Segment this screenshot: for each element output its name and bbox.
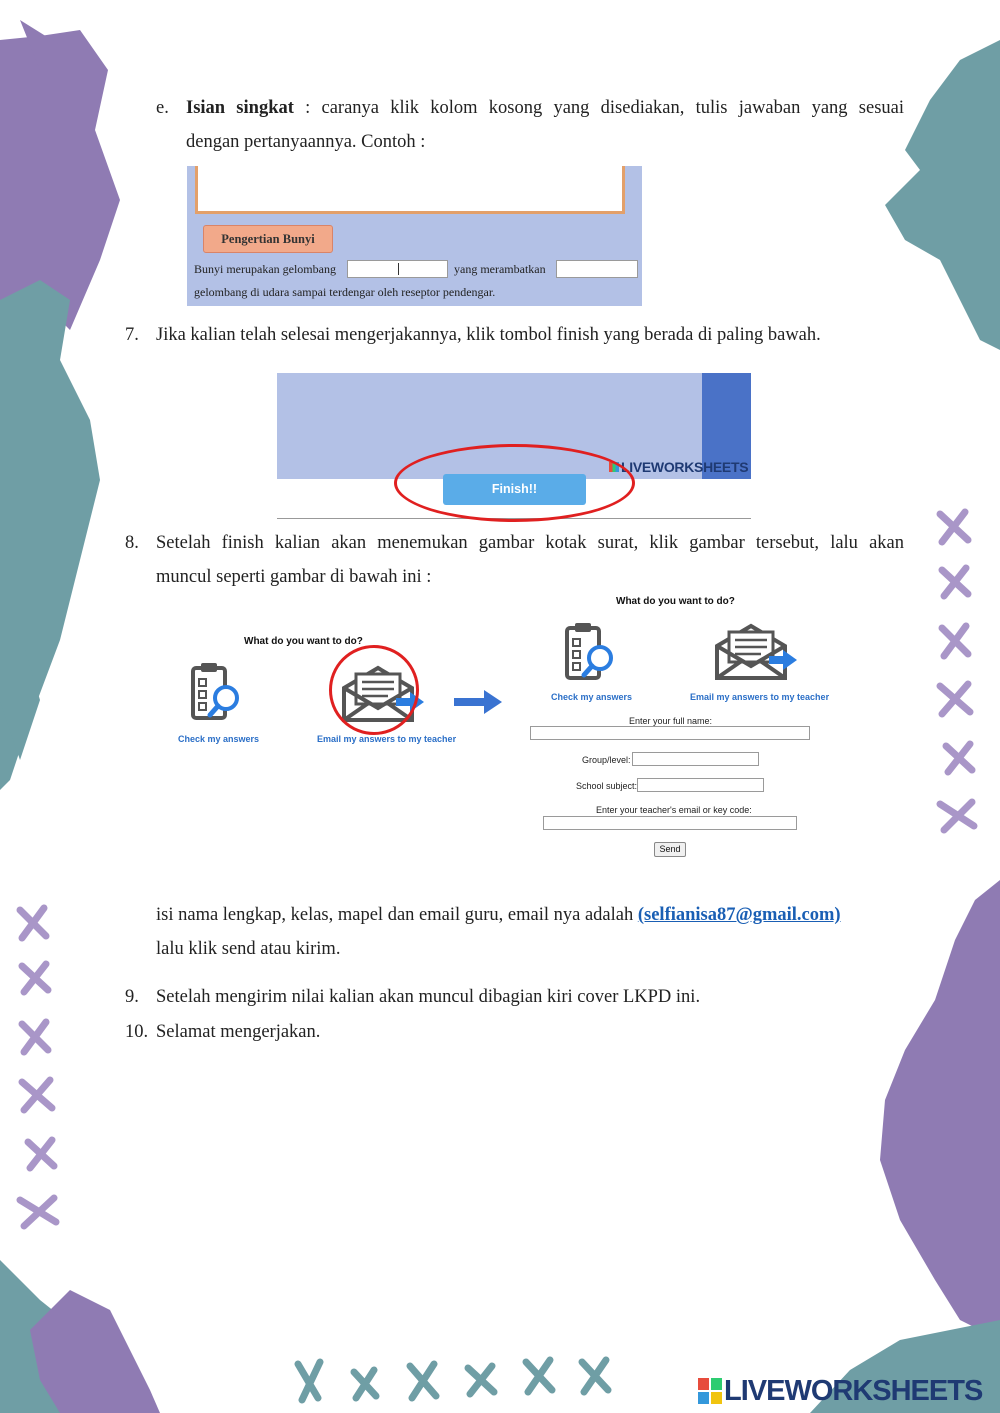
blank-field-1[interactable] [347,260,448,278]
cross-column-right [940,512,974,830]
blank-field-2[interactable] [556,260,638,278]
item-e-bold: Isian singkat [186,98,294,118]
right-check-answers-link[interactable]: Check my answers [551,692,633,702]
arrow-right-icon [454,690,502,714]
sentence-part-b: yang merambatkan [454,262,546,276]
item-7-marker: 7. [125,325,139,345]
purple-brush-bottom-right [880,880,1000,1340]
item-8-line1: Setelah finish kalian akan menemukan gambar kotak surat, klik gambar tersebut, lalu akan [156,533,904,553]
item-7-text: Jika kalian telah selesai mengerjakannya, klik tombol finish yang berada di paling bawah. [156,325,821,345]
left-check-answers-link[interactable]: Check my answers [178,734,260,744]
footer-logo-text: LIVEWORKSHEETS [724,1374,983,1407]
teacher-email-input[interactable] [543,816,797,830]
item-e-line2: dengan pertanyaannya. Contoh : [186,132,426,152]
send-button[interactable]: Send [654,842,686,857]
answer-textbox-frame [195,166,625,214]
logo-text: LIVEWORKSHEETS [621,459,749,475]
right-dialog-title: What do you want to do? [616,596,735,607]
cross-row-bottom [298,1360,608,1400]
red-highlight-circle [394,444,635,522]
left-clipboard-search-icon[interactable] [190,662,242,724]
item-9-marker: 9. [125,987,139,1007]
liveworksheets-logo-icon [698,1378,722,1404]
instruction-text: isi nama lengkap, kelas, mapel dan email guru, email nya adalah [156,905,634,925]
item-8-line2: muncul seperti gambar di bawah ini : [156,567,432,587]
finish-screenshot [277,373,751,521]
item-8-marker: 8. [125,533,139,553]
right-email-teacher-link[interactable]: Email my answers to my teacher [690,692,830,702]
right-envelope-icon[interactable] [713,622,799,682]
left-dialog-title: What do you want to do? [244,636,363,647]
cross-column-left [20,908,56,1226]
full-name-label: Enter your full name: [629,716,713,726]
teacher-email-link[interactable]: (selfianisa87@gmail.com) [637,905,841,925]
school-subject-input[interactable] [637,778,764,792]
full-name-input[interactable] [530,726,810,740]
short-answer-screenshot [187,166,642,306]
liveworksheets-footer-logo [698,1374,982,1408]
school-subject-label: School subject: [576,781,638,791]
item-e-marker: e. [156,98,169,118]
item-8-continued-line2: lalu klik send atau kirim. [156,939,341,959]
item-e-line1-rest: : caranya klik kolom kosong yang disediakan, tulis jawaban yang sesuai [293,98,904,118]
left-email-teacher-link[interactable]: Email my answers to my teacher [317,734,457,744]
sentence-part-c: gelombang di udara sampai terdengar oleh reseptor pendengar. [194,285,496,299]
item-e-line1 [186,91,904,125]
item-8-continued-line1 [156,898,904,932]
item-10-text: Selamat mengerjakan. [156,1022,321,1042]
item-10-marker: 10. [125,1022,149,1042]
pengertian-bunyi-button[interactable]: Pengertian Bunyi [203,225,333,253]
item-9-text: Setelah mengirim nilai kalian akan muncul dibagian kiri cover LKPD ini. [156,987,701,1007]
teal-brush-top-right [885,40,1000,350]
right-clipboard-search-icon[interactable] [564,622,616,684]
group-level-label: Group/level: [582,755,631,765]
teacher-email-label: Enter your teacher's email or key code: [596,805,752,815]
sentence-part-a: Bunyi merupakan gelombang [194,262,336,276]
purple-brush-top-left [0,30,120,330]
group-level-input[interactable] [632,752,759,766]
email-dialog-screenshot [170,592,850,862]
red-highlight-circle-email [329,645,419,735]
text-cursor [398,263,399,275]
finish-button[interactable]: Finish!! [443,474,586,505]
